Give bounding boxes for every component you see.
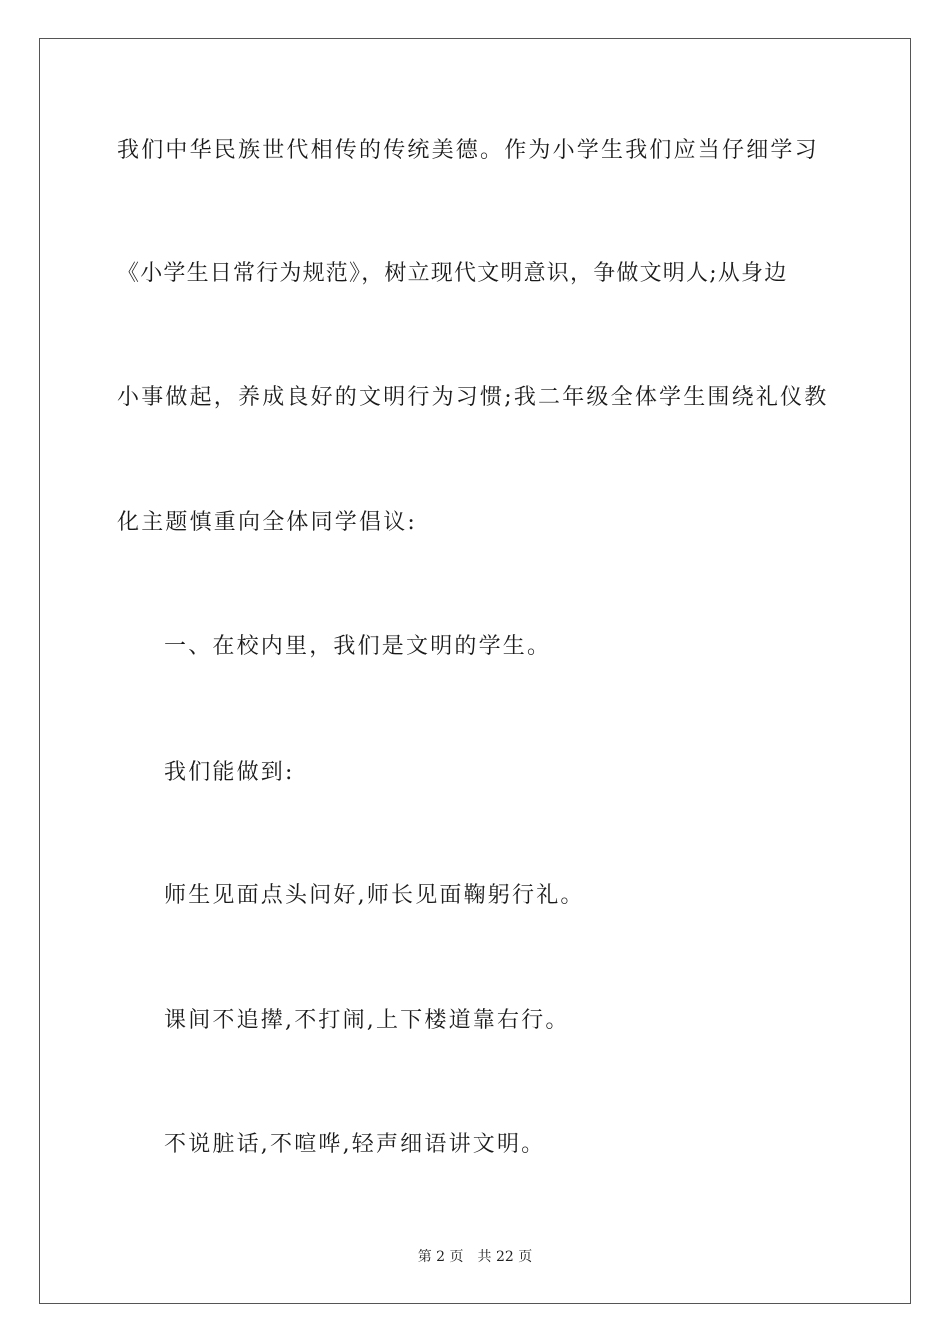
list-item: 师生见面点头问好,师长见面鞠躬行礼。 (164, 883, 585, 908)
paragraph-line: 化主题慎重向全体同学倡议: (117, 510, 418, 535)
section-heading: 一、在校内里，我们是文明的学生。 (164, 634, 552, 659)
page-footer (0, 1247, 950, 1267)
paragraph-line: 小事做起，养成良好的文明行为习惯;我二年级全体学生围绕礼仪教 (117, 385, 829, 410)
paragraph-line: 我们能做到: (164, 760, 295, 785)
list-item: 课间不追撵,不打闹,上下楼道靠右行。 (164, 1008, 570, 1033)
paragraph-line: 我们中华民族世代相传的传统美德。作为小学生我们应当仔细学习 (117, 138, 819, 163)
page-total: 共 22 页 (477, 1249, 533, 1265)
list-item: 不说脏话,不喧哗,轻声细语讲文明。 (164, 1132, 546, 1157)
paragraph-line: 《小学生日常行为规范》，树立现代文明意识，争做文明人;从身边 (117, 261, 788, 286)
page-frame (39, 38, 911, 1304)
page-number: 第 2 页 (417, 1249, 464, 1265)
